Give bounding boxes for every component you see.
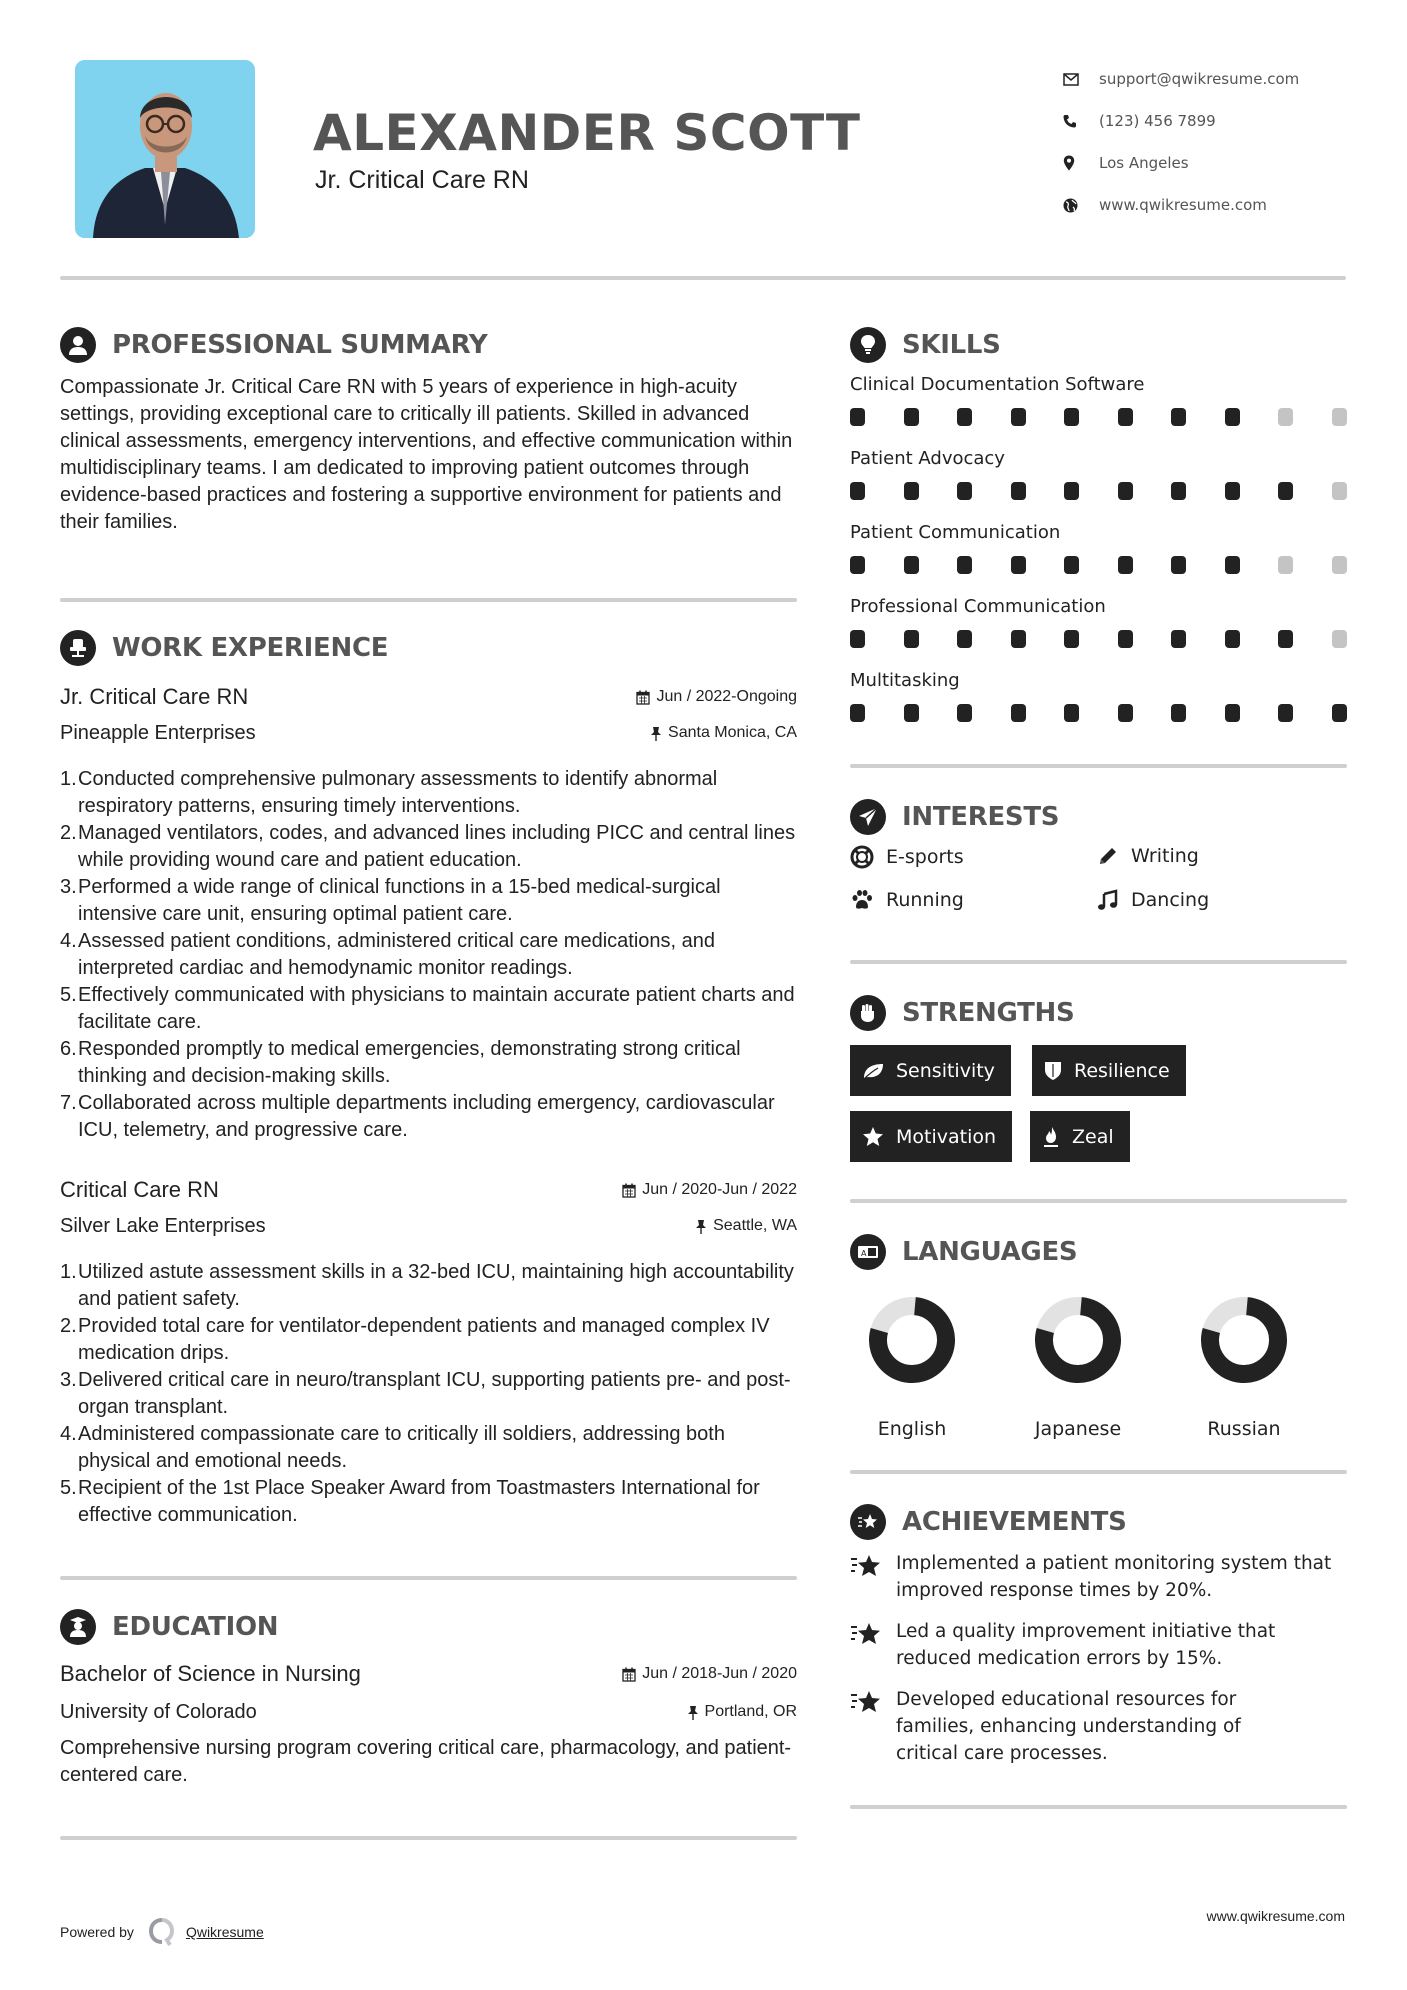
interests-divider bbox=[850, 960, 1347, 964]
summary-heading: PROFESSIONAL SUMMARY bbox=[60, 325, 487, 365]
job-entry bbox=[60, 680, 797, 1144]
language-item bbox=[1184, 1297, 1304, 1440]
education-location: Portland, OR bbox=[687, 1703, 797, 1721]
skills-heading: SKILLS bbox=[850, 325, 1001, 365]
job-dates: Jun / 2022-Ongoing bbox=[636, 688, 797, 706]
bullet-item: 2. Provided total care for ventilator-dependent patients and managed complex IV medication drips. bbox=[60, 1315, 770, 1364]
paw-icon bbox=[850, 889, 874, 911]
job-dates: Jun / 2020-Jun / 2022 bbox=[622, 1181, 797, 1199]
skill-rating bbox=[850, 482, 1347, 500]
contact-location bbox=[1063, 142, 1363, 184]
strengths-divider bbox=[850, 1199, 1347, 1203]
globe-icon bbox=[1063, 198, 1099, 213]
interest-item: Running bbox=[850, 889, 964, 911]
fist-icon bbox=[850, 995, 886, 1031]
education-description: Comprehensive nursing program covering critical care, pharmacology, and patient-centered care. bbox=[60, 1737, 792, 1786]
language-donut bbox=[1035, 1297, 1121, 1383]
achievements-heading: ACHIEVEMENTS bbox=[850, 1502, 1127, 1542]
skills-list bbox=[850, 370, 1350, 740]
job-company: Silver Lake Enterprises bbox=[60, 1214, 266, 1237]
graduate-icon bbox=[60, 1609, 96, 1645]
strength-tag: Motivation bbox=[850, 1111, 1012, 1162]
strength-tag: Sensitivity bbox=[850, 1045, 1011, 1096]
envelope-icon bbox=[1063, 73, 1099, 86]
interest-item: E-sports bbox=[850, 845, 964, 869]
bullet-item: 5. Effectively communicated with physicians to maintain accurate patient charts and facilitate care. bbox=[60, 984, 795, 1033]
svg-text:A: A bbox=[861, 1249, 867, 1258]
header-divider bbox=[60, 276, 1346, 280]
language-donut bbox=[869, 1297, 955, 1383]
language-item bbox=[852, 1297, 972, 1440]
bullet-item: 3. Delivered critical care in neuro/transplant ICU, supporting patients pre- and post-organ transplant. bbox=[60, 1369, 791, 1418]
job-title: Critical Care RN bbox=[60, 1177, 219, 1202]
footer-website[interactable]: www.qwikresume.com bbox=[1206, 1908, 1345, 1924]
map-pin-icon bbox=[1063, 155, 1099, 171]
skill-item: Clinical Documentation Software bbox=[850, 370, 1350, 444]
achievement-star-icon bbox=[850, 1552, 882, 1580]
music-note-icon bbox=[1097, 889, 1119, 911]
achievement-star-icon bbox=[850, 1688, 882, 1716]
skills-divider bbox=[850, 764, 1347, 768]
contact-email[interactable] bbox=[1063, 58, 1363, 100]
job-company: Pineapple Enterprises bbox=[60, 721, 256, 744]
candidate-title: Jr. Critical Care RN bbox=[315, 166, 529, 194]
leaf-icon bbox=[862, 1062, 884, 1080]
work-heading: WORK EXPERIENCE bbox=[60, 628, 388, 668]
language-label: Russian bbox=[1207, 1418, 1281, 1440]
qwikresume-logo-icon bbox=[148, 1917, 176, 1947]
pencil-icon bbox=[1097, 845, 1119, 867]
education-heading: EDUCATION bbox=[60, 1607, 278, 1647]
summary-divider bbox=[60, 598, 797, 602]
language-label: English bbox=[877, 1418, 947, 1440]
strength-tag: Resilience bbox=[1032, 1045, 1186, 1096]
bullet-item: 6. Responded promptly to medical emergencies, demonstrating strong critical thinking and decision-making skills. bbox=[60, 1038, 741, 1087]
skill-rating bbox=[850, 408, 1347, 426]
job-bullets bbox=[60, 1259, 797, 1529]
strength-tag: Zeal bbox=[1030, 1111, 1130, 1162]
pushpin-icon bbox=[687, 1705, 699, 1720]
education-dates: Jun / 2018-Jun / 2020 bbox=[622, 1665, 797, 1683]
user-icon bbox=[60, 327, 96, 363]
school: University of Colorado bbox=[60, 1700, 257, 1723]
language-label: Japanese bbox=[1034, 1418, 1122, 1440]
contact-email-text: support@qwikresume.com bbox=[1099, 70, 1300, 88]
interests-heading: INTERESTS bbox=[850, 797, 1059, 837]
qwikresume-link[interactable]: Qwikresume bbox=[185, 1924, 264, 1940]
contact-list bbox=[1063, 58, 1363, 226]
candidate-name: ALEXANDER SCOTT bbox=[313, 104, 861, 162]
calendar-icon bbox=[622, 1183, 636, 1198]
achievement-item: Led a quality improvement initiative that reduced medication errors by 15%. bbox=[850, 1618, 1350, 1672]
footer-powered-by: Powered by Qwikresume bbox=[60, 1917, 264, 1947]
bullet-item: 1. Utilized astute assessment skills in a 32-bed ICU, maintaining high accountability and patient safety. bbox=[60, 1261, 794, 1310]
language-donut bbox=[1201, 1297, 1287, 1383]
shield-icon bbox=[1044, 1061, 1062, 1081]
education-divider bbox=[60, 1836, 797, 1840]
paper-plane-icon bbox=[850, 799, 886, 835]
contact-location-text: Los Angeles bbox=[1099, 154, 1189, 172]
education-entry bbox=[60, 1655, 797, 1789]
skill-rating bbox=[850, 630, 1347, 648]
interest-item: Writing bbox=[1097, 845, 1199, 867]
bullet-item: 3. Performed a wide range of clinical functions in a 15-bed medical-surgical intensive care unit, ensuring optimal patient care. bbox=[60, 876, 721, 925]
calendar-icon bbox=[636, 690, 650, 705]
translate-icon bbox=[850, 1234, 886, 1270]
skill-item: Professional Communication bbox=[850, 592, 1350, 666]
bullet-item: 5. Recipient of the 1st Place Speaker Award from Toastmasters International for effective communication. bbox=[60, 1477, 760, 1526]
work-divider bbox=[60, 1576, 797, 1580]
fire-icon bbox=[1042, 1126, 1060, 1148]
languages-heading: A LANGUAGES bbox=[850, 1232, 1077, 1272]
bullet-item: 1. Conducted comprehensive pulmonary assessments to identify abnormal respiratory patterns, ensuring timely interventions. bbox=[60, 768, 718, 817]
job-location: Seattle, WA bbox=[695, 1217, 797, 1235]
achievement-item: Developed educational resources for families, enhancing understanding of critical care processes. bbox=[850, 1686, 1350, 1767]
skill-item: Multitasking bbox=[850, 666, 1350, 740]
pushpin-icon bbox=[695, 1219, 707, 1234]
strengths-heading: STRENGTHS bbox=[850, 993, 1074, 1033]
contact-phone[interactable] bbox=[1063, 100, 1363, 142]
achievement-star-icon bbox=[850, 1620, 882, 1648]
profile-photo bbox=[75, 60, 255, 238]
summary-text: Compassionate Jr. Critical Care RN with 5 years of experience in high-acuity settings, providing exceptional care to critically ill patients. Skilled in advanced clinical assessments, emergency interventions, and effective communication within multidisciplinary teams. I am dedicated to improving patient outcomes through evidence-based practices and fostering a supportive environment for patients and their families. bbox=[60, 376, 793, 533]
contact-phone-text: (123) 456 7899 bbox=[1099, 112, 1216, 130]
contact-website-text: www.qwikresume.com bbox=[1099, 196, 1267, 214]
lifebuoy-icon bbox=[850, 845, 874, 869]
star-icon bbox=[862, 1126, 884, 1147]
office-chair-icon bbox=[60, 630, 96, 666]
bullet-item: 4. Assessed patient conditions, administered critical care medications, and interpreted cardiac and hemodynamic monitor readings. bbox=[60, 930, 715, 979]
bullet-item: 2. Managed ventilators, codes, and advanced lines including PICC and central lines while providing wound care and patient education. bbox=[60, 822, 796, 871]
job-bullets bbox=[60, 766, 797, 1144]
lightbulb-icon bbox=[850, 327, 886, 363]
job-location: Santa Monica, CA bbox=[650, 724, 797, 742]
job-entry bbox=[60, 1173, 797, 1529]
skill-rating bbox=[850, 704, 1347, 722]
degree: Bachelor of Science in Nursing bbox=[60, 1661, 361, 1686]
pushpin-icon bbox=[650, 726, 662, 741]
job-title: Jr. Critical Care RN bbox=[60, 684, 249, 709]
achievement-item: Implemented a patient monitoring system that improved response times by 20%. bbox=[850, 1550, 1350, 1604]
calendar-icon bbox=[622, 1667, 636, 1682]
language-item bbox=[1018, 1297, 1138, 1440]
achievement-star-icon bbox=[850, 1504, 886, 1540]
skill-item: Patient Advocacy bbox=[850, 444, 1350, 518]
skill-rating bbox=[850, 556, 1347, 574]
achievements-divider bbox=[850, 1805, 1347, 1809]
bullet-item: 7. Collaborated across multiple departments including emergency, cardiovascular ICU, telemetry, and progressive care. bbox=[60, 1092, 775, 1141]
phone-icon bbox=[1063, 114, 1099, 128]
bullet-item: 4. Administered compassionate care to critically ill soldiers, addressing both physical and emotional needs. bbox=[60, 1423, 725, 1472]
skill-item: Patient Communication bbox=[850, 518, 1350, 592]
contact-website[interactable] bbox=[1063, 184, 1363, 226]
languages-divider bbox=[850, 1470, 1347, 1474]
interest-item: Dancing bbox=[1097, 889, 1209, 911]
